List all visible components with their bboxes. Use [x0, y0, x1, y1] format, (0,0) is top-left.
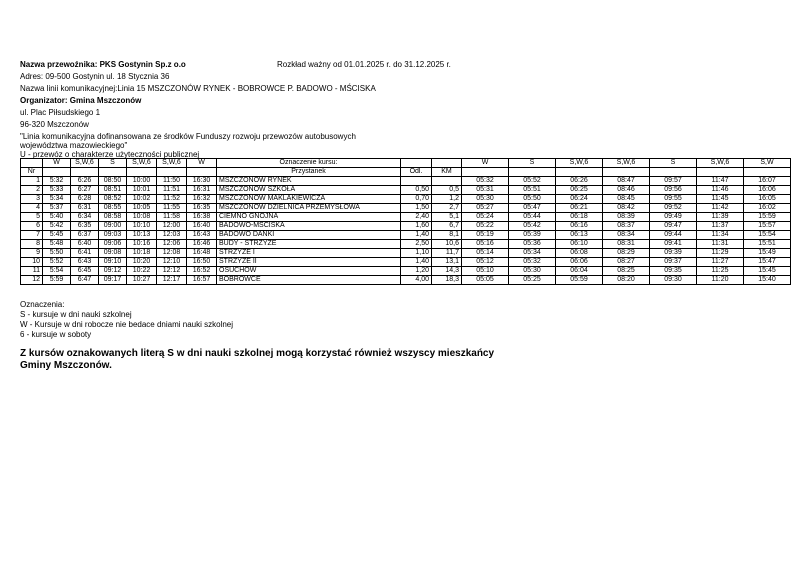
departure-time-return: 08:42 — [603, 204, 650, 213]
organizer-street: ul. Plac Piłsudskiego 1 — [20, 108, 101, 117]
school-course-note-line2: Gminy Mszczonów. — [20, 360, 112, 371]
departure-time-return: 16:02 — [744, 204, 791, 213]
departure-time-outbound: 16:46 — [187, 240, 217, 249]
departure-time-outbound: 16:31 — [187, 186, 217, 195]
departure-time-outbound: 6:35 — [71, 222, 99, 231]
header-cell-empty — [127, 168, 157, 177]
departure-time-return: 11:46 — [697, 186, 744, 195]
header-course-mark: S,W,6 — [697, 159, 744, 168]
header-cell-empty — [556, 168, 603, 177]
departure-time-outbound: 09:12 — [99, 267, 127, 276]
table-row — [21, 240, 791, 249]
header-course-mark: W — [43, 159, 71, 168]
departure-time-return: 05:27 — [462, 204, 509, 213]
departure-time-return: 05:36 — [509, 240, 556, 249]
line-name: Nazwa linii komunikacyjnej:Linia 15 MSZCZONÓW RYNEK - BOBROWCE P. BADOWO - MŚCISKA — [20, 84, 376, 93]
row-number: 4 — [21, 204, 43, 213]
departure-time-return: 11:42 — [697, 204, 744, 213]
departure-time-return: 05:16 — [462, 240, 509, 249]
departure-time-outbound: 10:10 — [127, 222, 157, 231]
departure-time-outbound: 6:28 — [71, 195, 99, 204]
departure-time-outbound: 11:51 — [157, 186, 187, 195]
departure-time-outbound: 10:08 — [127, 213, 157, 222]
departure-time-return: 11:29 — [697, 249, 744, 258]
table-row — [21, 222, 791, 231]
departure-time-outbound: 10:18 — [127, 249, 157, 258]
stop-name: BOBROWCE — [217, 276, 401, 285]
distance: 2,40 — [401, 213, 432, 222]
departure-time-return: 05:05 — [462, 276, 509, 285]
stop-name: BADOWO DAŃKI — [217, 231, 401, 240]
departure-time-outbound: 6:45 — [71, 267, 99, 276]
departure-time-return: 09:35 — [650, 267, 697, 276]
cumulative-km: 18,3 — [432, 276, 462, 285]
stop-name: MSZCZONÓW RYNEK — [217, 177, 401, 186]
header-course-mark: S,W,6 — [603, 159, 650, 168]
departure-time-return: 09:44 — [650, 231, 697, 240]
departure-time-return: 08:34 — [603, 231, 650, 240]
stop-name: OSUCHÓW — [217, 267, 401, 276]
departure-time-outbound: 08:51 — [99, 186, 127, 195]
cumulative-km: 14,3 — [432, 267, 462, 276]
header-course-mark: S — [650, 159, 697, 168]
departure-time-return: 09:52 — [650, 204, 697, 213]
distance: 4,00 — [401, 276, 432, 285]
departure-time-outbound: 10:27 — [127, 276, 157, 285]
row-number: 10 — [21, 258, 43, 267]
departure-time-outbound: 5:32 — [43, 177, 71, 186]
departure-time-outbound: 08:58 — [99, 213, 127, 222]
stop-name: MSZCZONÓW DZIELNICA PRZEMYSŁOWA — [217, 204, 401, 213]
header-cell-empty — [432, 159, 462, 168]
row-number: 5 — [21, 213, 43, 222]
departure-time-outbound: 11:55 — [157, 204, 187, 213]
departure-time-outbound: 5:50 — [43, 249, 71, 258]
header-course-mark: S,W,6 — [556, 159, 603, 168]
departure-time-return: 05:39 — [509, 231, 556, 240]
cumulative-km: 5,1 — [432, 213, 462, 222]
departure-time-outbound: 6:31 — [71, 204, 99, 213]
departure-time-return: 15:59 — [744, 213, 791, 222]
organizer-postcode: 96-320 Mszczonów — [20, 120, 89, 129]
departure-time-return: 09:41 — [650, 240, 697, 249]
departure-time-return: 05:50 — [509, 195, 556, 204]
departure-time-return: 08:45 — [603, 195, 650, 204]
header-odl: Odl. — [401, 168, 432, 177]
departure-time-outbound: 5:59 — [43, 276, 71, 285]
departure-time-outbound: 09:03 — [99, 231, 127, 240]
row-number: 7 — [21, 231, 43, 240]
stop-name: CIEMNO GNOJNA — [217, 213, 401, 222]
departure-time-return: 15:51 — [744, 240, 791, 249]
departure-time-outbound: 16:43 — [187, 231, 217, 240]
departure-time-return: 15:47 — [744, 258, 791, 267]
organizer: Organizator: Gmina Mszczonów — [20, 96, 142, 105]
departure-time-return: 11:25 — [697, 267, 744, 276]
departure-time-return: 09:55 — [650, 195, 697, 204]
departure-time-outbound: 16:40 — [187, 222, 217, 231]
funding-note-line2: województwa mazowieckiego" — [20, 141, 128, 150]
departure-time-outbound: 6:47 — [71, 276, 99, 285]
row-number: 12 — [21, 276, 43, 285]
departure-time-return: 11:20 — [697, 276, 744, 285]
header-cell-empty — [744, 168, 791, 177]
departure-time-outbound: 5:33 — [43, 186, 71, 195]
row-number: 1 — [21, 177, 43, 186]
departure-time-return: 06:16 — [556, 222, 603, 231]
departure-time-return: 08:31 — [603, 240, 650, 249]
departure-time-return: 09:56 — [650, 186, 697, 195]
departure-time-outbound: 6:40 — [71, 240, 99, 249]
legend-item-s: S - kursuje w dni nauki szkolnej — [20, 310, 132, 319]
distance: 1,60 — [401, 222, 432, 231]
distance: 1,20 — [401, 267, 432, 276]
departure-time-outbound: 12:12 — [157, 267, 187, 276]
header-cell-empty — [21, 159, 43, 168]
header-course-mark: S,W — [744, 159, 791, 168]
validity-period: Rozkład ważny od 01.01.2025 r. do 31.12.2025 r. — [277, 60, 451, 69]
departure-time-outbound: 16:52 — [187, 267, 217, 276]
cumulative-km: 2,7 — [432, 204, 462, 213]
departure-time-outbound: 10:20 — [127, 258, 157, 267]
departure-time-return: 15:54 — [744, 231, 791, 240]
departure-time-outbound: 5:34 — [43, 195, 71, 204]
departure-time-outbound: 10:16 — [127, 240, 157, 249]
distance: 1,40 — [401, 231, 432, 240]
departure-time-outbound: 16:30 — [187, 177, 217, 186]
departure-time-return: 11:34 — [697, 231, 744, 240]
header-cell-empty — [99, 168, 127, 177]
departure-time-outbound: 09:08 — [99, 249, 127, 258]
header-cell-empty — [43, 168, 71, 177]
stop-name: MSZCZONÓW SZKOŁA — [217, 186, 401, 195]
header-cell-empty — [71, 168, 99, 177]
departure-time-outbound: 08:52 — [99, 195, 127, 204]
header-row-course — [21, 159, 791, 168]
departure-time-return: 05:14 — [462, 249, 509, 258]
departure-time-outbound: 16:48 — [187, 249, 217, 258]
table-row — [21, 276, 791, 285]
stop-name: BADOWO-MŚCISKA — [217, 222, 401, 231]
departure-time-return: 08:29 — [603, 249, 650, 258]
departure-time-outbound: 6:27 — [71, 186, 99, 195]
departure-time-return: 11:37 — [697, 222, 744, 231]
departure-time-outbound: 16:38 — [187, 213, 217, 222]
departure-time-return: 08:46 — [603, 186, 650, 195]
row-number: 8 — [21, 240, 43, 249]
departure-time-return: 05:25 — [509, 276, 556, 285]
carrier-address: Adres: 09-500 Gostynin ul. 18 Stycznia 36 — [20, 72, 170, 81]
table-row — [21, 231, 791, 240]
cumulative-km: 1,2 — [432, 195, 462, 204]
legend-item-6: 6 - kursuje w soboty — [20, 330, 92, 339]
row-number: 2 — [21, 186, 43, 195]
header-cell-empty — [650, 168, 697, 177]
stop-name: BUDY - STRZYŻE — [217, 240, 401, 249]
departure-time-outbound: 6:37 — [71, 231, 99, 240]
header-course-mark: S — [99, 159, 127, 168]
departure-time-return: 08:25 — [603, 267, 650, 276]
departure-time-outbound: 12:10 — [157, 258, 187, 267]
departure-time-outbound: 16:32 — [187, 195, 217, 204]
stop-name: STRZYŻE II — [217, 258, 401, 267]
departure-time-return: 08:39 — [603, 213, 650, 222]
header-course-mark: S,W,6 — [127, 159, 157, 168]
departure-time-outbound: 09:00 — [99, 222, 127, 231]
departure-time-return: 05:42 — [509, 222, 556, 231]
departure-time-return: 05:19 — [462, 231, 509, 240]
departure-time-return: 06:08 — [556, 249, 603, 258]
departure-time-return: 05:34 — [509, 249, 556, 258]
legend-title: Oznaczenia: — [20, 300, 65, 309]
departure-time-outbound: 12:06 — [157, 240, 187, 249]
stop-name: STRZYŻE I — [217, 249, 401, 258]
departure-time-return: 08:27 — [603, 258, 650, 267]
header-cell-empty — [157, 168, 187, 177]
school-course-note — [20, 348, 494, 372]
departure-time-return: 06:24 — [556, 195, 603, 204]
departure-time-outbound: 11:58 — [157, 213, 187, 222]
departure-time-outbound: 5:52 — [43, 258, 71, 267]
departure-time-outbound: 5:42 — [43, 222, 71, 231]
row-number: 9 — [21, 249, 43, 258]
departure-time-return: 08:20 — [603, 276, 650, 285]
departure-time-outbound: 11:52 — [157, 195, 187, 204]
departure-time-return: 09:30 — [650, 276, 697, 285]
cumulative-km: 13,1 — [432, 258, 462, 267]
departure-time-outbound: 08:55 — [99, 204, 127, 213]
cumulative-km: 0,5 — [432, 186, 462, 195]
departure-time-return: 09:49 — [650, 213, 697, 222]
table-row — [21, 258, 791, 267]
departure-time-return: 15:40 — [744, 276, 791, 285]
table-row — [21, 249, 791, 258]
departure-time-return: 05:24 — [462, 213, 509, 222]
departure-time-return: 05:51 — [509, 186, 556, 195]
row-number: 6 — [21, 222, 43, 231]
departure-time-outbound: 08:50 — [99, 177, 127, 186]
departure-time-return: 05:31 — [462, 186, 509, 195]
cumulative-km: 11,7 — [432, 249, 462, 258]
departure-time-return: 06:25 — [556, 186, 603, 195]
cumulative-km — [432, 177, 462, 186]
departure-time-return: 06:26 — [556, 177, 603, 186]
departure-time-return: 08:47 — [603, 177, 650, 186]
departure-time-outbound: 12:00 — [157, 222, 187, 231]
header-cell-empty — [509, 168, 556, 177]
row-number: 3 — [21, 195, 43, 204]
distance: 1,50 — [401, 204, 432, 213]
departure-time-outbound: 16:50 — [187, 258, 217, 267]
departure-time-outbound: 12:08 — [157, 249, 187, 258]
row-number: 11 — [21, 267, 43, 276]
header-km: KM — [432, 168, 462, 177]
header-course-mark: S — [509, 159, 556, 168]
header-cell-empty — [697, 168, 744, 177]
departure-time-outbound: 5:48 — [43, 240, 71, 249]
departure-time-outbound: 6:26 — [71, 177, 99, 186]
departure-time-return: 11:31 — [697, 240, 744, 249]
header-course-mark: W — [462, 159, 509, 168]
departure-time-outbound: 09:06 — [99, 240, 127, 249]
distance: 1,10 — [401, 249, 432, 258]
departure-time-outbound: 16:57 — [187, 276, 217, 285]
departure-time-return: 11:27 — [697, 258, 744, 267]
departure-time-outbound: 5:40 — [43, 213, 71, 222]
departure-time-outbound: 11:50 — [157, 177, 187, 186]
header-course-mark: S,W,6 — [71, 159, 99, 168]
departure-time-return: 05:10 — [462, 267, 509, 276]
departure-time-return: 05:47 — [509, 204, 556, 213]
departure-time-return: 06:06 — [556, 258, 603, 267]
header-cell-empty — [462, 168, 509, 177]
table-row — [21, 213, 791, 222]
departure-time-return: 09:37 — [650, 258, 697, 267]
departure-time-return: 15:49 — [744, 249, 791, 258]
timetable — [20, 158, 791, 285]
departure-time-return: 05:32 — [509, 258, 556, 267]
departure-time-return: 05:30 — [462, 195, 509, 204]
departure-time-outbound: 09:17 — [99, 276, 127, 285]
table-row — [21, 267, 791, 276]
departure-time-outbound: 16:35 — [187, 204, 217, 213]
table-row — [21, 177, 791, 186]
carrier-name: Nazwa przewoźnika: PKS Gostynin Sp.z o.o — [20, 60, 186, 69]
departure-time-return: 05:52 — [509, 177, 556, 186]
departure-time-outbound: 10:01 — [127, 186, 157, 195]
distance: 2,50 — [401, 240, 432, 249]
header-nr: Nr — [21, 168, 43, 177]
distance — [401, 177, 432, 186]
departure-time-return: 06:13 — [556, 231, 603, 240]
departure-time-outbound: 10:00 — [127, 177, 157, 186]
departure-time-return: 11:47 — [697, 177, 744, 186]
header-course-mark: W — [187, 159, 217, 168]
departure-time-return: 16:06 — [744, 186, 791, 195]
departure-time-outbound: 5:37 — [43, 204, 71, 213]
departure-time-return: 16:05 — [744, 195, 791, 204]
departure-time-outbound: 12:17 — [157, 276, 187, 285]
header-cell-empty — [603, 168, 650, 177]
departure-time-outbound: 6:34 — [71, 213, 99, 222]
table-row — [21, 186, 791, 195]
departure-time-return: 05:12 — [462, 258, 509, 267]
header-row-stop — [21, 168, 791, 177]
departure-time-outbound: 10:13 — [127, 231, 157, 240]
departure-time-outbound: 09:10 — [99, 258, 127, 267]
departure-time-return: 09:57 — [650, 177, 697, 186]
departure-time-return: 05:44 — [509, 213, 556, 222]
departure-time-outbound: 5:54 — [43, 267, 71, 276]
public-utility-note: U - przewóz o charakterze użyteczności publicznej — [20, 150, 200, 159]
header-cell-empty — [187, 168, 217, 177]
cumulative-km: 8,1 — [432, 231, 462, 240]
departure-time-return: 05:32 — [462, 177, 509, 186]
distance: 0,50 — [401, 186, 432, 195]
header-course-label: Oznaczenie kursu: — [217, 159, 401, 168]
departure-time-outbound: 10:22 — [127, 267, 157, 276]
distance: 0,70 — [401, 195, 432, 204]
header-stop-label: Przystanek — [217, 168, 401, 177]
school-course-note-line1: Z kursów oznakowanych literą S w dni nauki szkolnej mogą korzystać również wszyscy mieszkańcy — [20, 348, 495, 359]
departure-time-outbound: 10:05 — [127, 204, 157, 213]
departure-time-return: 05:22 — [462, 222, 509, 231]
departure-time-return: 09:39 — [650, 249, 697, 258]
stop-name: MSZCZONÓW MAKLAKIEWICZA — [217, 195, 401, 204]
departure-time-outbound: 12:03 — [157, 231, 187, 240]
departure-time-outbound: 10:02 — [127, 195, 157, 204]
departure-time-return: 09:47 — [650, 222, 697, 231]
distance: 1,40 — [401, 258, 432, 267]
departure-time-return: 06:04 — [556, 267, 603, 276]
departure-time-return: 06:18 — [556, 213, 603, 222]
table-row — [21, 195, 791, 204]
departure-time-outbound: 6:43 — [71, 258, 99, 267]
departure-time-return: 11:45 — [697, 195, 744, 204]
departure-time-return: 08:37 — [603, 222, 650, 231]
departure-time-return: 11:39 — [697, 213, 744, 222]
departure-time-return: 05:30 — [509, 267, 556, 276]
table-row — [21, 204, 791, 213]
departure-time-return: 05:59 — [556, 276, 603, 285]
cumulative-km: 10,6 — [432, 240, 462, 249]
departure-time-return: 06:10 — [556, 240, 603, 249]
departure-time-return: 15:45 — [744, 267, 791, 276]
cumulative-km: 6,7 — [432, 222, 462, 231]
departure-time-return: 16:07 — [744, 177, 791, 186]
header-cell-empty — [401, 159, 432, 168]
legend-item-w: W - Kursuje w dni robocze nie bedace dniami nauki szkolnej — [20, 320, 233, 329]
funding-note-line1: "Linia komunikacyjna dofinansowana ze środków Funduszy rozwoju przewozów autobusowych — [20, 132, 356, 141]
departure-time-return: 15:57 — [744, 222, 791, 231]
departure-time-return: 06:21 — [556, 204, 603, 213]
header-course-mark: S,W,6 — [157, 159, 187, 168]
departure-time-outbound: 6:41 — [71, 249, 99, 258]
departure-time-outbound: 5:45 — [43, 231, 71, 240]
